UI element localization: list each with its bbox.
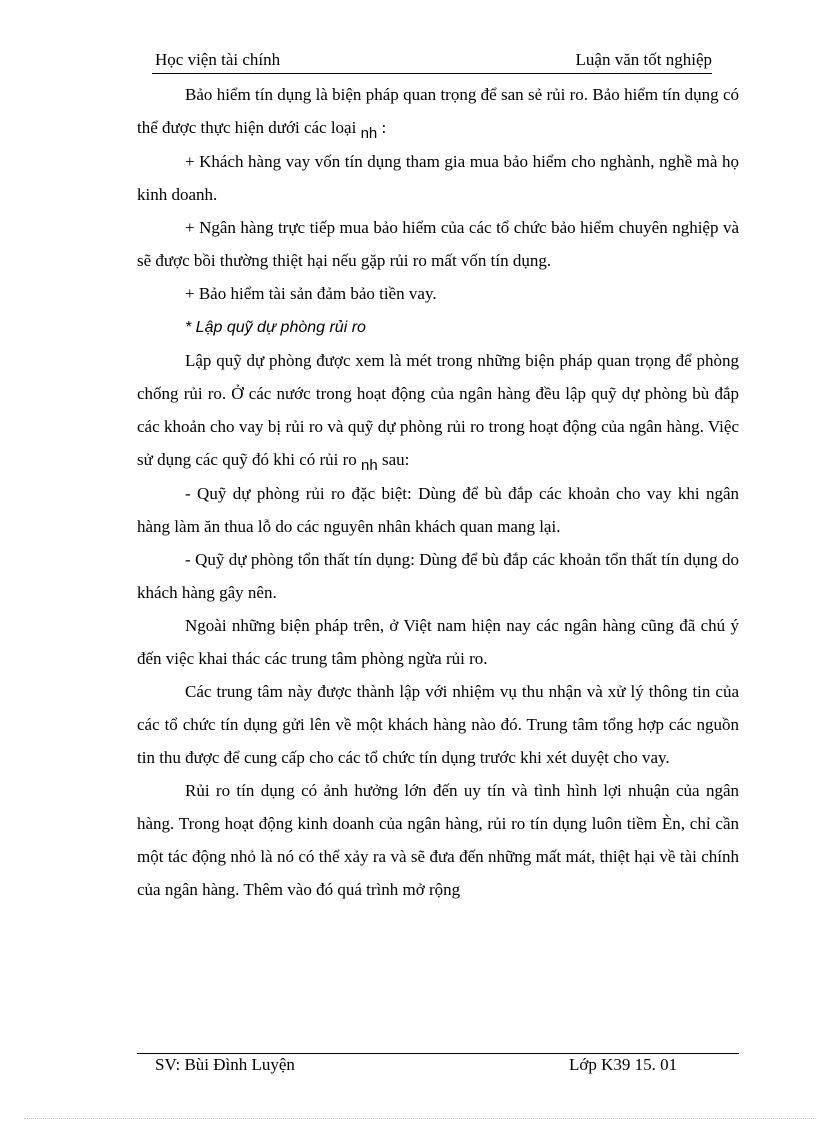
list-item-customer-insurance: + Khách hàng vay vốn tín dụng tham gia mua bảo hiểm cho nghành, nghề mà họ kinh doanh.	[137, 152, 739, 204]
list-item-credit-loss-reserve: - Quỹ dự phòng tổn thất tín dụng: Dùng để bù đắp các khoản tổn thất tín dụng do khách hàng gây nên.	[137, 550, 739, 602]
paragraph-risk-prevention-centers: Ngoài những biện pháp trên, ở Việt nam hiện nay các ngân hàng cũng đã chú ý đến việc khai thác các trung tâm phòng ngừa rủi ro.	[137, 616, 739, 668]
paragraph-credit-insurance: Bảo hiểm tín dụng là biện pháp quan trọng để san sẻ rủi ro. Bảo hiểm tín dụng có thể được thực hiện dưới các loại nh :	[137, 85, 739, 142]
list-item-special-reserve: - Quỹ dự phòng rủi ro đặc biệt: Dùng để bù đắp các khoản cho vay khi ngân hàng làm ăn thua lỗ do các nguyên nhân khách quan mang lại.	[137, 484, 739, 536]
list-item-bank-insurance: + Ngân hàng trực tiếp mua bảo hiểm của các tổ chức bảo hiểm chuyên nghiệp và sẽ được bồi thường thiệt hại nếu gặp rủi ro mất vốn tín dụng.	[137, 218, 739, 270]
page-header	[152, 49, 712, 74]
footer-student-name: SV: Bùi Đình Luyện	[155, 1055, 295, 1074]
paragraph-credit-risk-impact: Rủi ro tín dụng có ảnh hưởng lớn đến uy tín và tình hình lợi nhuận của ngân hàng. Trong hoạt động kinh doanh của ngân hàng, rủi ro tín dụng luôn tiềm Èn, chỉ cần một tác động nhỏ là nó có thể xảy ra và sẽ đưa đến những mất mát, thiệt hại về tài chính của ngân hàng. Thêm vào đó quá trình mở rộng	[137, 781, 739, 899]
list-item-collateral-insurance: + Bảo hiểm tài sản đảm bảo tiền vay.	[185, 284, 437, 303]
paragraph-reserve-fund: Lập quỹ dự phòng được xem là mét trong những biện pháp quan trọng để phòng chống rủi ro. Ở các nước trong hoạt động của ngân hàng đều lập quỹ dự phòng bù đắp các khoản cho vay bị rủi ro và quỹ dự phòng rủi ro trong hoạt động của ngân hàng. Việc sử dụng các quỹ đó khi có rủi ro nh sau:	[137, 351, 739, 474]
document-body	[137, 78, 739, 906]
header-institution: Học viện tài chính	[155, 50, 281, 69]
footer-class: Lớp K39 15. 01	[569, 1055, 678, 1074]
page-footer	[137, 1053, 739, 1076]
header-document-type: Luận văn tốt nghiệp	[575, 50, 712, 69]
section-heading-reserve-fund: * Lập quỹ dự phòng rủi ro	[185, 319, 366, 336]
paragraph-center-duties: Các trung tâm này được thành lập với nhiệm vụ thu nhận và xử lý thông tin của các tổ chức tín dụng gửi lên về một khách hàng nào đó. Trung tâm tổng hợp các nguồn tin thu được để cung cấp cho các tổ chức tín dụng trước khi xét duyệt cho vay.	[137, 682, 739, 767]
page-break-divider	[24, 1118, 816, 1119]
